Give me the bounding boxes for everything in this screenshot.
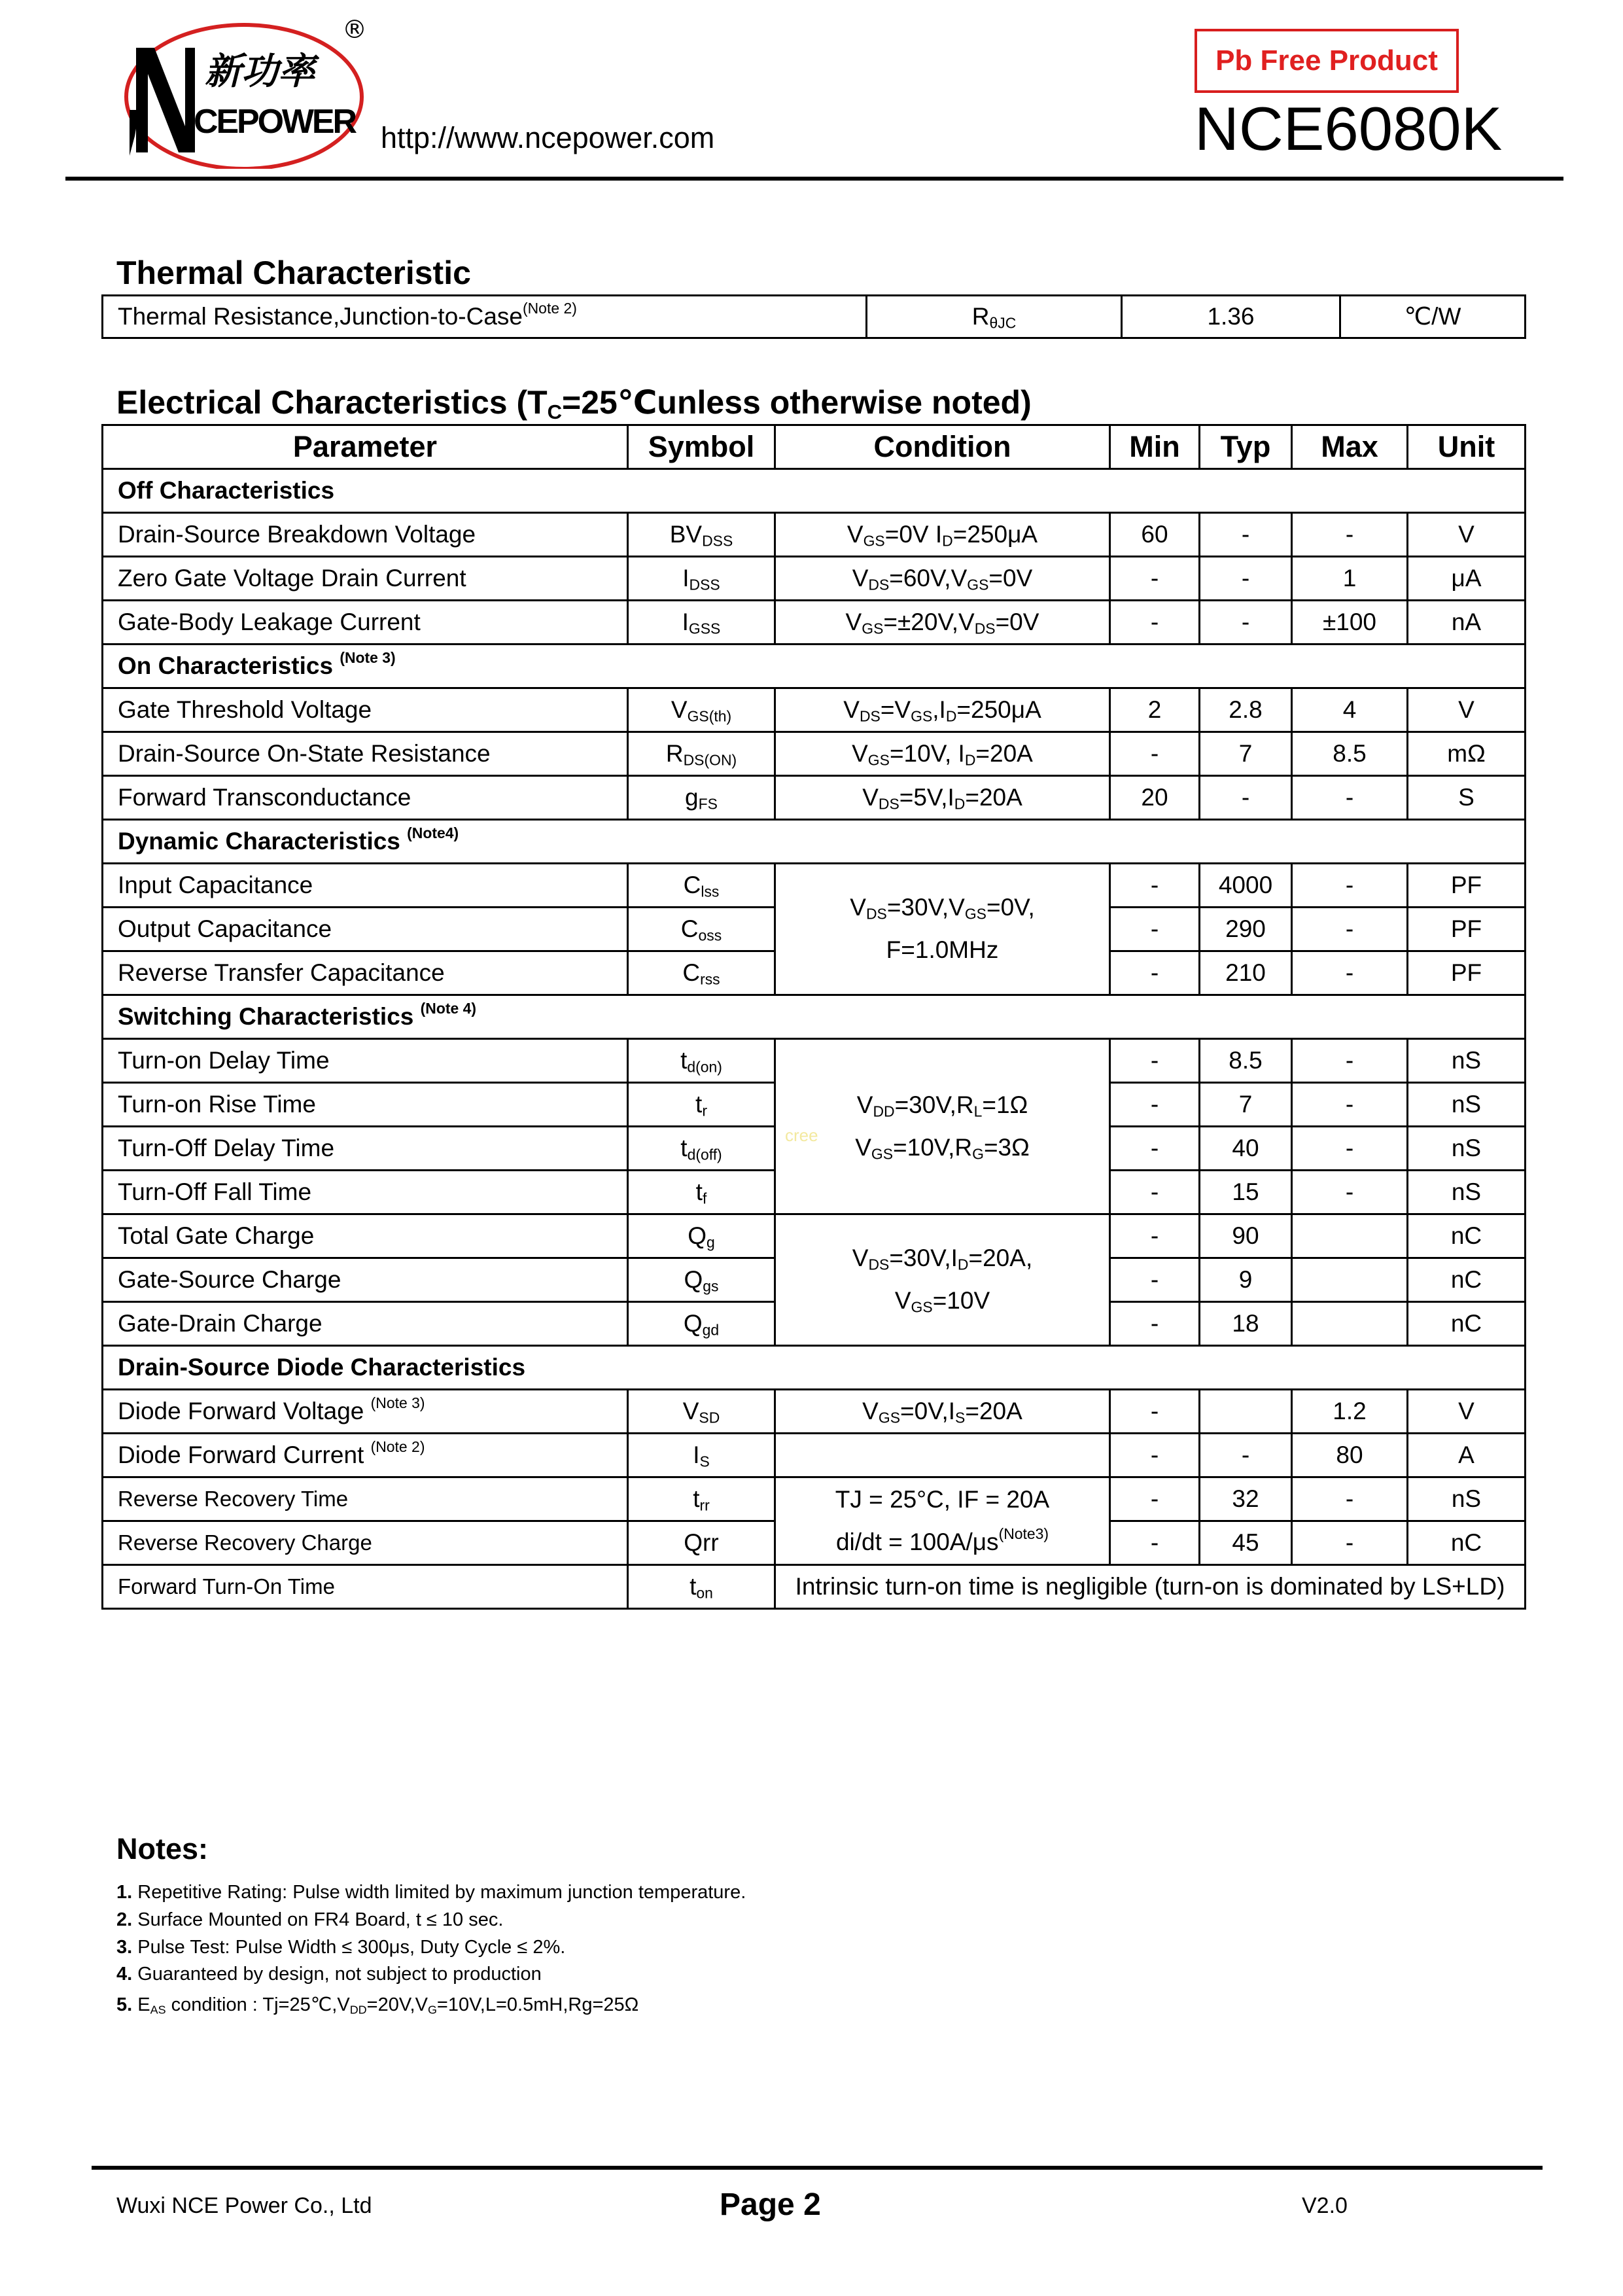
note-2: 2. Surface Mounted on FR4 Board, t ≤ 10 sec.: [116, 1909, 504, 1930]
min: 2: [1110, 688, 1200, 732]
symbol: $C_{rss}$: [628, 951, 775, 995]
symbol: $V_{SD}$: [628, 1390, 775, 1434]
param: Diode Forward Current $^{(Note 2)}$: [103, 1434, 628, 1477]
max: -: [1292, 1521, 1408, 1565]
section-row-dynamic: [103, 820, 1526, 864]
header-condition: Condition: [775, 425, 1110, 469]
unit: PF: [1408, 908, 1526, 951]
min: -: [1110, 1521, 1200, 1565]
condition: [775, 1434, 1110, 1477]
max: [1292, 1258, 1408, 1302]
thermal-title: Thermal Characteristic: [116, 255, 471, 291]
min: -: [1110, 1434, 1200, 1477]
n-lettermark: [130, 48, 195, 156]
min: -: [1110, 1039, 1200, 1083]
symbol: $I_{GSS}$: [628, 601, 775, 645]
condition: $V_{DS}=5V,I_D=20A$: [775, 776, 1110, 820]
min: -: [1110, 1214, 1200, 1258]
max: 1: [1292, 557, 1408, 601]
max: -: [1292, 513, 1408, 557]
section-on: On Characteristics $^{(Note 3)}$: [103, 645, 1526, 688]
symbol: $Q_g$: [628, 1214, 775, 1258]
table-row: [103, 601, 1526, 645]
typ: -: [1200, 776, 1292, 820]
company-name: Wuxi NCE Power Co., Ltd: [116, 2193, 372, 2218]
symbol: $t_{d(on)}$: [628, 1039, 775, 1083]
min: 20: [1110, 776, 1200, 820]
unit: nC: [1408, 1258, 1526, 1302]
max: -: [1292, 1477, 1408, 1521]
header-max: Max: [1292, 425, 1408, 469]
unit: nC: [1408, 1521, 1526, 1565]
note-1: 1. Repetitive Rating: Pulse width limited by maximum junction temperature.: [116, 1882, 746, 1903]
typ: -: [1200, 1434, 1292, 1477]
typ: -: [1200, 601, 1292, 645]
param: Turn-on Rise Time: [103, 1083, 628, 1127]
table-row: [103, 1390, 1526, 1434]
min: -: [1110, 1258, 1200, 1302]
param: Turn-Off Fall Time: [103, 1171, 628, 1214]
section-dynamic: Dynamic Characteristics $^{(Note4)}$: [103, 820, 1526, 864]
max: -: [1292, 908, 1408, 951]
notes-title: Notes:: [116, 1832, 209, 1865]
max: -: [1292, 1083, 1408, 1127]
param: Diode Forward Voltage $^{(Note 3)}$: [103, 1390, 628, 1434]
max: ±100: [1292, 601, 1408, 645]
typ: -: [1200, 513, 1292, 557]
symbol: $BV_{DSS}$: [628, 513, 775, 557]
max: -: [1292, 864, 1408, 908]
max: -: [1292, 776, 1408, 820]
param: Output Capacitance: [103, 908, 628, 951]
symbol: $t_r$: [628, 1083, 775, 1127]
min: -: [1110, 908, 1200, 951]
max: [1292, 1302, 1408, 1346]
unit: V: [1408, 1390, 1526, 1434]
ncepower-logo: [116, 12, 372, 169]
section-off: Off Characteristics: [103, 469, 1526, 513]
typ: 32: [1200, 1477, 1292, 1521]
thermal-symbol: $R_{\theta JC}$: [867, 296, 1122, 338]
min: -: [1110, 1171, 1200, 1214]
symbol: $C_{lss}$: [628, 864, 775, 908]
typ: 7: [1200, 732, 1292, 776]
typ: 90: [1200, 1214, 1292, 1258]
min: -: [1110, 1390, 1200, 1434]
typ: 8.5: [1200, 1039, 1292, 1083]
header-min: Min: [1110, 425, 1200, 469]
param: Turn-on Delay Time: [103, 1039, 628, 1083]
typ: 4000: [1200, 864, 1292, 908]
typ: 18: [1200, 1302, 1292, 1346]
min: -: [1110, 1127, 1200, 1171]
min: -: [1110, 557, 1200, 601]
table-row: [103, 688, 1526, 732]
max: [1292, 1214, 1408, 1258]
param: Forward Transconductance: [103, 776, 628, 820]
website-url[interactable]: http://www.ncepower.com: [381, 121, 715, 154]
max: 80: [1292, 1434, 1408, 1477]
param: Reverse Recovery Charge: [103, 1521, 628, 1565]
version-label: V2.0: [1302, 2193, 1348, 2218]
param: Drain-Source On-State Resistance: [103, 732, 628, 776]
condition: $V_{GS}=10V$, $I_D=20A$: [775, 732, 1110, 776]
symbol: $R_{DS(ON)}$: [628, 732, 775, 776]
typ: 9: [1200, 1258, 1292, 1302]
section-row-diode: [103, 1346, 1526, 1390]
table-row: [103, 732, 1526, 776]
symbol: $t_{rr}$: [628, 1477, 775, 1521]
unit: nA: [1408, 601, 1526, 645]
table-row: [103, 864, 1526, 908]
symbol: $V_{GS(th)}$: [628, 688, 775, 732]
unit: S: [1408, 776, 1526, 820]
thermal-param: Thermal Resistance,Junction-to-Case$^{(Note 2)}$: [103, 296, 867, 338]
param: Reverse Transfer Capacitance: [103, 951, 628, 995]
table-header-row: [103, 425, 1526, 469]
condition: $V_{DS}=V_{GS},I_D=250\mu A$: [775, 688, 1110, 732]
header-unit: Unit: [1408, 425, 1526, 469]
typ: 7: [1200, 1083, 1292, 1127]
unit: μA: [1408, 557, 1526, 601]
typ: -: [1200, 557, 1292, 601]
typ: 40: [1200, 1127, 1292, 1171]
table-row: [103, 1477, 1526, 1521]
max: -: [1292, 1039, 1408, 1083]
min: 60: [1110, 513, 1200, 557]
note-4: 4. Guaranteed by design, not subject to production: [116, 1964, 542, 1985]
param: Zero Gate Voltage Drain Current: [103, 557, 628, 601]
condition-capacitance: $V_{DS}=30V,V_{GS}=0V$, F=1.0MHz: [775, 864, 1110, 995]
param: Reverse Recovery Time: [103, 1477, 628, 1521]
condition: $V_{GS}=0V$ $I_D=250\mu A$: [775, 513, 1110, 557]
pb-free-badge: Pb Free Product: [1195, 29, 1459, 93]
symbol: $t_{on}$: [628, 1565, 775, 1609]
unit: nC: [1408, 1214, 1526, 1258]
table-row: [103, 513, 1526, 557]
min: -: [1110, 1477, 1200, 1521]
unit: PF: [1408, 951, 1526, 995]
thermal-row: [103, 296, 1526, 338]
condition-turn-on: Intrinsic turn-on time is negligible (turn-on is dominated by LS+LD): [775, 1565, 1526, 1609]
logo-chinese-text: 新功率: [205, 50, 315, 93]
section-switching: Switching Characteristics $^{(Note 4)}$: [103, 995, 1526, 1039]
symbol: $I_S$: [628, 1434, 775, 1477]
symbol: Qrr: [628, 1521, 775, 1565]
typ: 15: [1200, 1171, 1292, 1214]
typ: 2.8: [1200, 688, 1292, 732]
symbol: $t_f$: [628, 1171, 775, 1214]
param: Drain-Source Breakdown Voltage: [103, 513, 628, 557]
table-row: [103, 557, 1526, 601]
min: -: [1110, 864, 1200, 908]
param: Gate Threshold Voltage: [103, 688, 628, 732]
header-symbol: Symbol: [628, 425, 775, 469]
typ: [1200, 1390, 1292, 1434]
unit: nS: [1408, 1127, 1526, 1171]
header-parameter: Parameter: [103, 425, 628, 469]
header-rule: [65, 177, 1563, 181]
symbol: $Q_{gs}$: [628, 1258, 775, 1302]
unit: nS: [1408, 1083, 1526, 1127]
thermal-table: [101, 294, 1526, 339]
condition-switching: $V_{DD}=30V,R_L=1\Omega$ $V_{GS}=10V,R_G=3\Omega$ cree: [775, 1039, 1110, 1214]
max: 1.2: [1292, 1390, 1408, 1434]
header-typ: Typ: [1200, 425, 1292, 469]
unit: nS: [1408, 1477, 1526, 1521]
section-row-off: [103, 469, 1526, 513]
symbol: $C_{oss}$: [628, 908, 775, 951]
unit: A: [1408, 1434, 1526, 1477]
max: -: [1292, 951, 1408, 995]
param: Turn-Off Delay Time: [103, 1127, 628, 1171]
param: Forward Turn-On Time: [103, 1565, 628, 1609]
symbol: $g_{FS}$: [628, 776, 775, 820]
condition: $V_{DS}=60V,V_{GS}=0V$: [775, 557, 1110, 601]
thermal-value: 1.36: [1122, 296, 1340, 338]
typ: 210: [1200, 951, 1292, 995]
max: 8.5: [1292, 732, 1408, 776]
condition-reverse-recovery: TJ = 25°C, IF = 20A $di/dt = 100A/\mu s^{(Note3)}$: [775, 1477, 1110, 1565]
max: -: [1292, 1171, 1408, 1214]
table-row: [103, 1214, 1526, 1258]
symbol: $Q_{gd}$: [628, 1302, 775, 1346]
min: -: [1110, 732, 1200, 776]
electrical-title: Electrical Characteristics ($T_C=25℃unless$ otherwise noted): [116, 384, 1032, 423]
cree-watermark: cree: [785, 1125, 818, 1145]
part-number: NCE6080K: [1195, 94, 1503, 163]
param: Input Capacitance: [103, 864, 628, 908]
note-3: 3. Pulse Test: Pulse Width ≤ 300μs, Duty Cycle ≤ 2%.: [116, 1937, 566, 1958]
condition: $V_{GS}=\pm 20V,V_{DS}=0V$: [775, 601, 1110, 645]
max: 4: [1292, 688, 1408, 732]
section-row-on: [103, 645, 1526, 688]
section-row-switching: [103, 995, 1526, 1039]
condition-gate-charge: $V_{DS}=30V,I_D=20A$, $V_{GS}=10V$: [775, 1214, 1110, 1346]
logo-english-text: CEPOWER: [194, 103, 357, 141]
table-row: [103, 776, 1526, 820]
table-row: [103, 1565, 1526, 1609]
param: Total Gate Charge: [103, 1214, 628, 1258]
typ: 45: [1200, 1521, 1292, 1565]
unit: nS: [1408, 1171, 1526, 1214]
unit: V: [1408, 513, 1526, 557]
thermal-unit: ℃/W: [1340, 296, 1526, 338]
registered-mark: ®: [342, 15, 367, 44]
param: Gate-Drain Charge: [103, 1302, 628, 1346]
table-row: [103, 1039, 1526, 1083]
typ: 290: [1200, 908, 1292, 951]
max: -: [1292, 1127, 1408, 1171]
condition: $V_{GS}=0V,I_S=20A$: [775, 1390, 1110, 1434]
note-5: 5. $E_{AS}$ condition : $Tj=25℃,V_{DD}=20V,V_G=10V,L=0.5mH,Rg=25\Omega$: [116, 1994, 639, 2017]
min: -: [1110, 951, 1200, 995]
param: Gate-Source Charge: [103, 1258, 628, 1302]
unit: V: [1408, 688, 1526, 732]
unit: PF: [1408, 864, 1526, 908]
table-row: [103, 1434, 1526, 1477]
symbol: $t_{d(off)}$: [628, 1127, 775, 1171]
footer-rule: [92, 2166, 1543, 2170]
min: -: [1110, 1083, 1200, 1127]
page-number: Page 2: [720, 2187, 821, 2222]
unit: mΩ: [1408, 732, 1526, 776]
unit: nC: [1408, 1302, 1526, 1346]
param: Gate-Body Leakage Current: [103, 601, 628, 645]
min: -: [1110, 601, 1200, 645]
min: -: [1110, 1302, 1200, 1346]
symbol: $I_{DSS}$: [628, 557, 775, 601]
section-diode: Drain-Source Diode Characteristics: [103, 1346, 1526, 1390]
electrical-table: [101, 424, 1526, 1610]
unit: nS: [1408, 1039, 1526, 1083]
